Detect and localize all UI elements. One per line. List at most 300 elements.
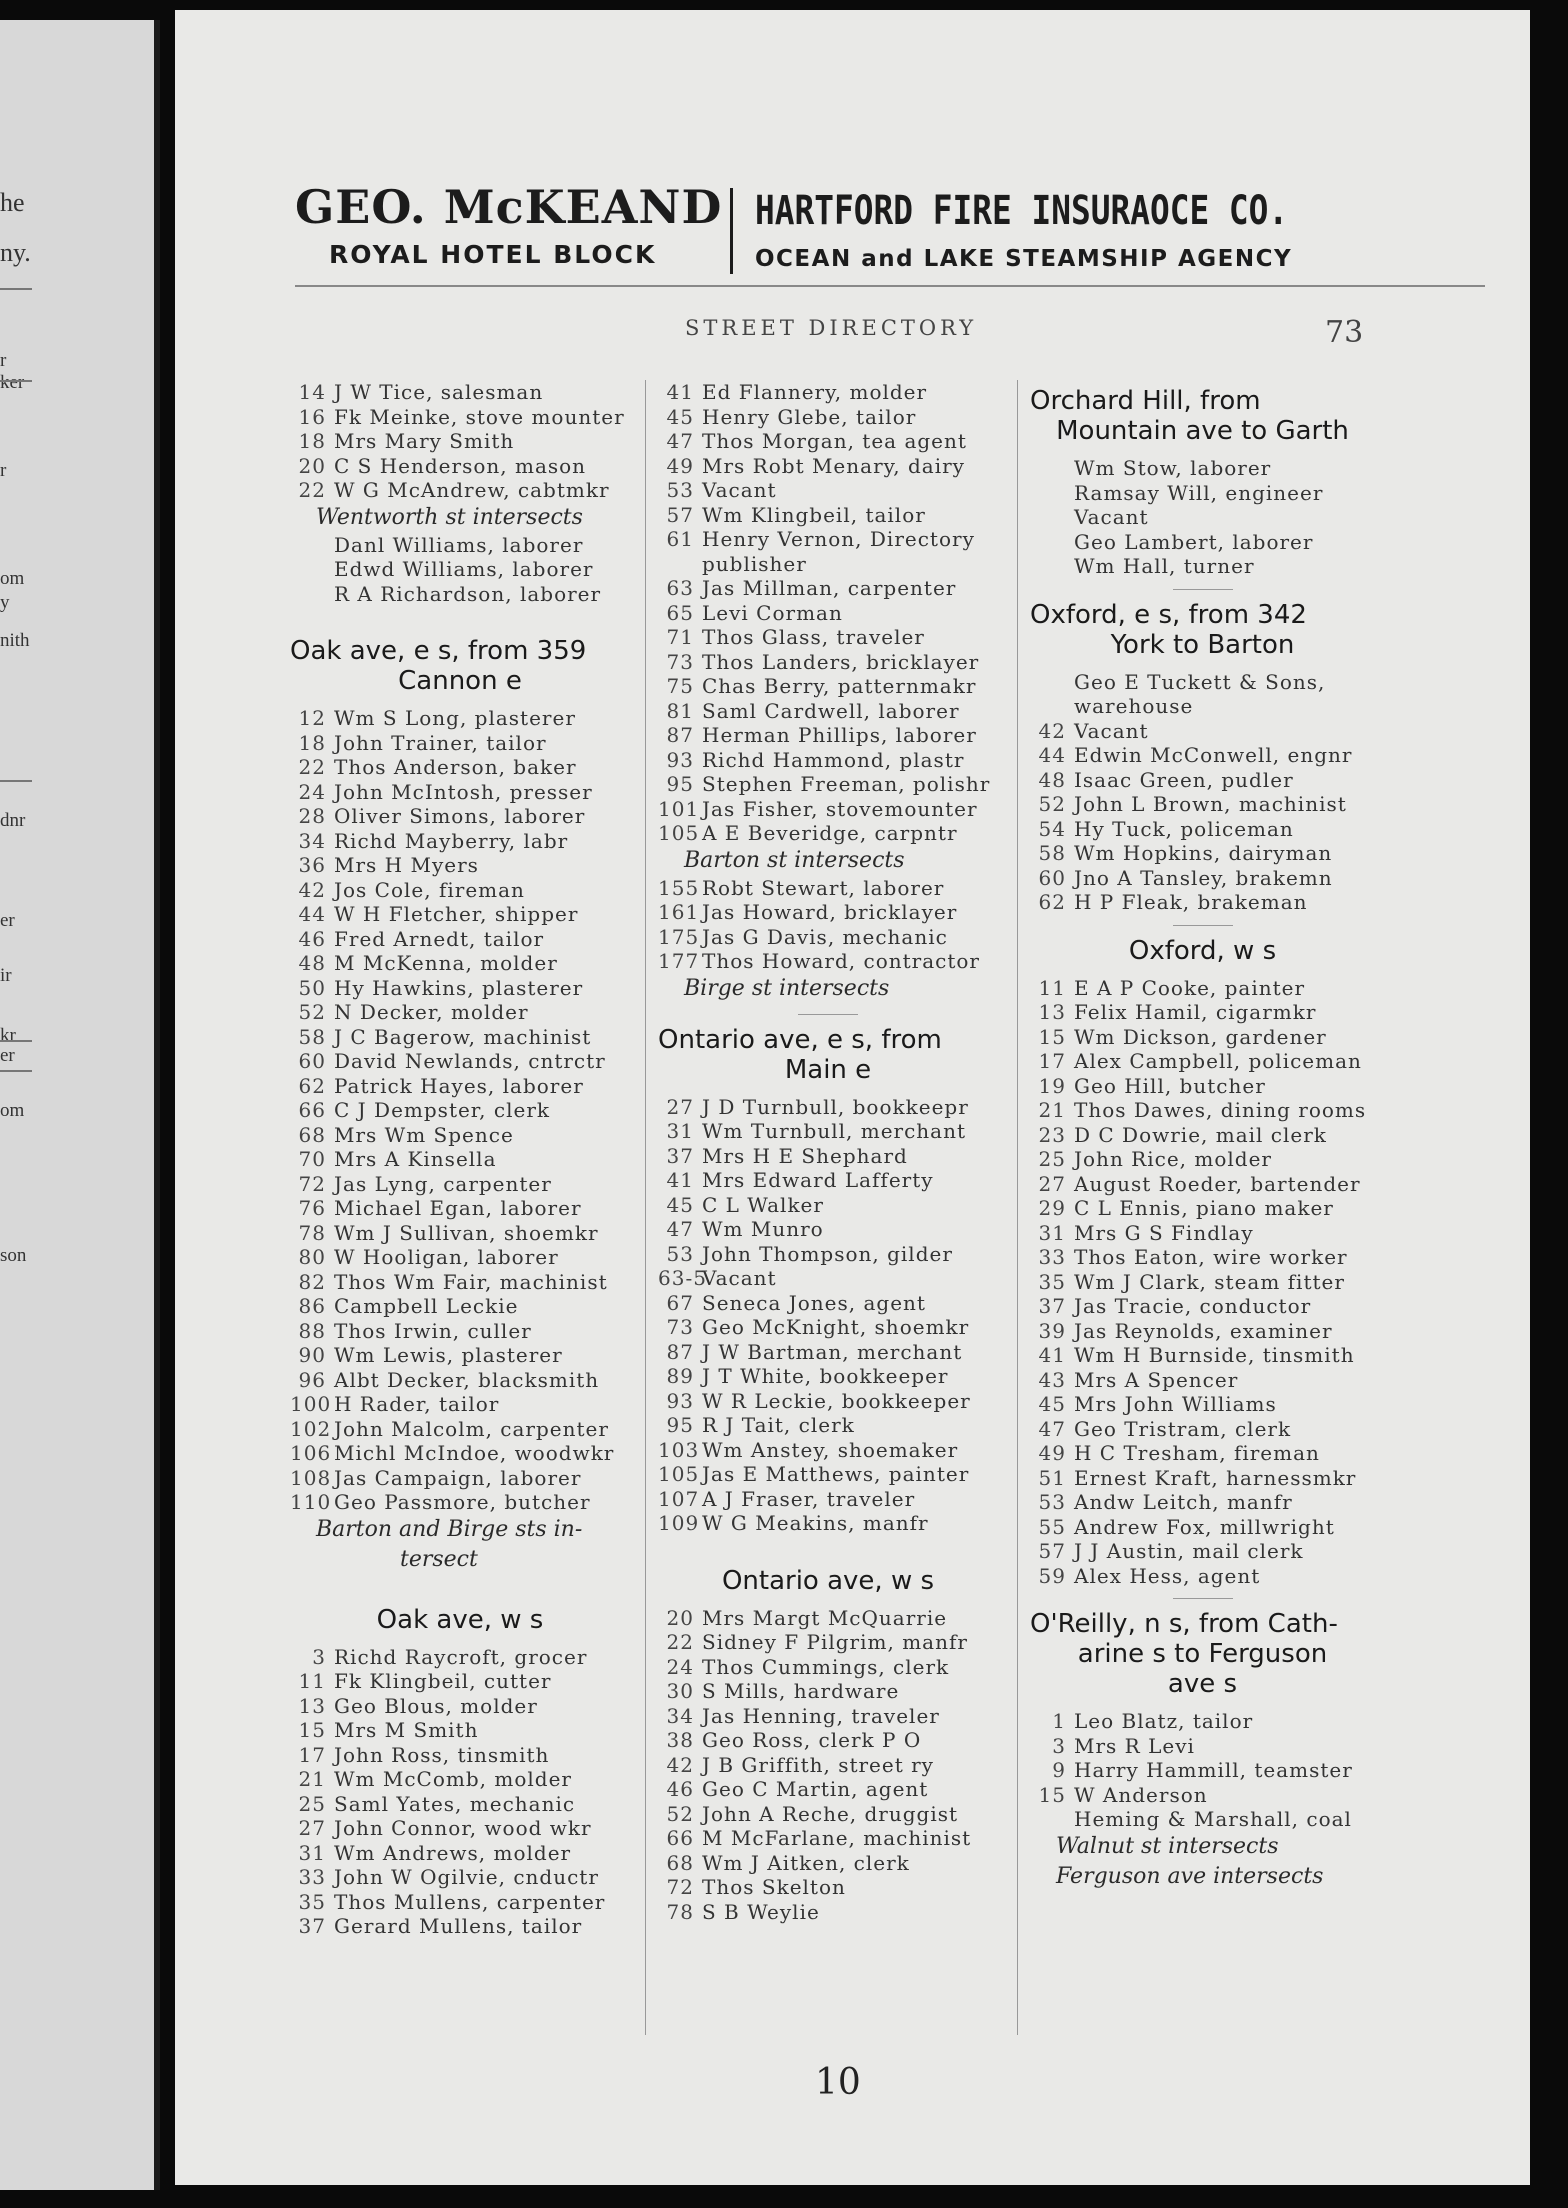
directory-entry <box>658 1095 998 1120</box>
directory-entry <box>658 1630 998 1655</box>
resident-name: Edwd Williams, laborer <box>334 557 594 581</box>
house-number <box>1030 554 1066 579</box>
house-number: 41 <box>666 380 694 404</box>
house-number: 15 <box>298 1718 326 1742</box>
directory-entry <box>658 1144 998 1169</box>
directory-entry <box>1030 530 1375 555</box>
resident-name: Richd Hammond, plastr <box>702 747 965 772</box>
street-heading-line: Oak ave, w s <box>376 1604 544 1635</box>
house-number: 37 <box>298 1914 326 1938</box>
directory-entry <box>1030 1049 1375 1074</box>
street-heading <box>290 1605 630 1635</box>
street-heading-line: Oak ave, e s, from 359 <box>290 636 587 666</box>
resident-name: Mrs Wm Spence <box>334 1122 514 1147</box>
street-heading-line: Ontario ave, e s, from <box>658 1024 942 1055</box>
directory-entry <box>658 925 998 950</box>
resident-name: Jas Lyng, carpenter <box>334 1171 552 1196</box>
house-number: 68 <box>666 1850 694 1875</box>
resident-name: H Rader, tailor <box>334 1392 500 1416</box>
house-number: 78 <box>666 1899 694 1924</box>
directory-entry <box>658 1802 998 1827</box>
resident-name: Wm Anstey, shoemaker <box>702 1437 959 1462</box>
house-number: 60 <box>298 1049 326 1073</box>
directory-entry <box>1030 456 1375 481</box>
resident-name: Robt Stewart, laborer <box>702 875 945 900</box>
house-number: 61 <box>666 527 694 551</box>
resident-name: Geo McKnight, shoemkr <box>702 1315 970 1339</box>
resident-name: Fk Meinke, stove mounter <box>334 404 625 429</box>
directory-entry <box>290 1196 630 1221</box>
directory-entry <box>290 1000 630 1025</box>
adjacent-page-fragment: om <box>0 1100 25 1121</box>
directory-entry <box>290 1792 630 1817</box>
brace-divider <box>730 188 738 274</box>
resident-name: Thos Mullens, carpenter <box>334 1889 606 1914</box>
directory-entry <box>290 706 630 731</box>
resident-name: Mrs Edward Lafferty <box>702 1168 934 1192</box>
directory-entry <box>290 1718 630 1743</box>
adjacent-page-rule <box>0 1040 32 1042</box>
resident-name: H P Fleak, brakeman <box>1074 890 1308 914</box>
directory-entry <box>290 1694 630 1719</box>
resident-name: M McFarlane, machinist <box>702 1826 972 1850</box>
directory-entry <box>658 1875 998 1900</box>
house-number: 58 <box>298 1024 326 1049</box>
house-number: 33 <box>298 1865 326 1889</box>
street-heading-line: ave s <box>1167 1669 1238 1699</box>
directory-entry <box>658 1679 998 1704</box>
resident-name: J W Tice, salesman <box>334 380 544 404</box>
directory-entry <box>658 772 998 797</box>
house-number: 22 <box>298 755 326 779</box>
directory-entry <box>290 1025 630 1050</box>
directory-entry <box>1030 1758 1375 1783</box>
resident-name: Thos Cummings, clerk <box>702 1654 950 1679</box>
directory-entry <box>290 1645 630 1670</box>
directory-entry <box>290 557 630 582</box>
adjacent-page-fragment: son <box>0 1245 27 1266</box>
directory-entry <box>658 1315 998 1340</box>
section-rule <box>1173 589 1233 590</box>
resident-name: Thos Wm Fair, machinist <box>334 1269 608 1294</box>
resident-name: Wm Hopkins, dairyman <box>1074 841 1333 865</box>
directory-entry <box>290 1221 630 1246</box>
house-number <box>1030 481 1066 506</box>
adjacent-page-rule <box>0 380 32 382</box>
street-heading <box>658 1025 998 1085</box>
directory-entry <box>1030 1734 1375 1759</box>
resident-name: A E Beveridge, carpntr <box>702 821 958 845</box>
directory-entry <box>1030 554 1375 579</box>
section-rule <box>798 1014 858 1015</box>
directory-entry <box>290 1074 630 1099</box>
directory-entry <box>1030 1123 1375 1148</box>
house-number: 44 <box>298 902 326 926</box>
directory-entry <box>1030 976 1375 1001</box>
resident-name: Ernest Kraft, harnessmkr <box>1074 1465 1357 1490</box>
resident-name: Jno A Tansley, brakemn <box>1074 865 1333 890</box>
house-number: 42 <box>1038 718 1066 743</box>
street-heading-line: Main e <box>784 1054 872 1085</box>
directory-entry <box>658 748 998 773</box>
house-number: 11 <box>298 1669 326 1693</box>
directory-entry <box>658 876 998 901</box>
resident-name: Wm H Burnside, tinsmith <box>1074 1343 1355 1367</box>
directory-entry <box>1030 1270 1375 1295</box>
house-number: 57 <box>1038 1539 1066 1563</box>
resident-name: C L Ennis, piano maker <box>1074 1196 1334 1220</box>
house-number: 19 <box>1038 1073 1066 1098</box>
resident-name: Harry Hammill, teamster <box>1074 1758 1353 1782</box>
adjacent-page-fragment: kr <box>0 1025 16 1046</box>
house-number: 93 <box>666 1388 694 1413</box>
advertiser-left-name: GEO. McKEAND <box>295 180 723 234</box>
resident-name: Wm J Sullivan, shoemkr <box>334 1220 599 1245</box>
resident-name: Saml Cardwell, laborer <box>702 698 960 723</box>
street-heading <box>290 636 630 696</box>
directory-entry <box>658 797 998 822</box>
directory-entry <box>290 976 630 1001</box>
house-number: 39 <box>1038 1318 1066 1343</box>
house-number: 20 <box>298 453 326 478</box>
directory-entry <box>290 1441 630 1466</box>
house-number: 54 <box>1038 816 1066 841</box>
resident-name: W R Leckie, bookkeeper <box>702 1388 971 1413</box>
resident-name: Wm Munro <box>702 1217 824 1241</box>
resident-name: Chas Berry, patternmakr <box>702 674 977 698</box>
directory-entry <box>658 821 998 846</box>
house-number: 16 <box>298 404 326 429</box>
resident-name: Wm J Aitken, clerk <box>702 1850 910 1875</box>
resident-name: J J Austin, mail clerk <box>1074 1539 1304 1563</box>
resident-name: Seneca Jones, agent <box>702 1290 926 1315</box>
house-number: 81 <box>666 698 694 723</box>
directory-entry <box>658 478 998 503</box>
resident-name: Geo Ross, clerk P O <box>702 1728 922 1752</box>
resident-name: John Connor, wood wkr <box>334 1816 592 1840</box>
house-number: 21 <box>1038 1098 1066 1122</box>
resident-name: Felix Hamil, cigarmkr <box>1074 1000 1317 1024</box>
resident-name: Jas Reynolds, examiner <box>1074 1318 1333 1343</box>
directory-entry <box>658 1266 998 1291</box>
directory-entry <box>658 1217 998 1242</box>
directory-entry <box>290 878 630 903</box>
resident-name: Henry Glebe, tailor <box>702 404 917 429</box>
resident-name: Wm S Long, plasterer <box>334 706 576 730</box>
resident-name: Hy Hawkins, plasterer <box>334 975 584 1000</box>
house-number: 28 <box>298 804 326 828</box>
page-number: 73 <box>1325 315 1364 350</box>
house-number: 31 <box>666 1119 694 1143</box>
resident-name: Geo Lambert, laborer <box>1074 529 1314 554</box>
resident-name: Geo Passmore, butcher <box>334 1490 591 1514</box>
resident-name: Levi Corman <box>702 600 843 625</box>
directory-entry <box>290 1466 630 1491</box>
house-number: 38 <box>666 1728 694 1752</box>
directory-entry <box>658 1340 998 1365</box>
resident-name: J T White, bookkeeper <box>702 1364 949 1388</box>
directory-entry <box>1030 719 1375 744</box>
resident-name: Andrew Fox, millwright <box>1074 1514 1335 1539</box>
adjacent-page-fragment: er <box>0 1045 15 1066</box>
resident-name: Patrick Hayes, laborer <box>334 1073 584 1098</box>
resident-name: Wm Hall, turner <box>1074 554 1255 578</box>
resident-name: Jas Howard, bricklayer <box>702 900 958 924</box>
directory-entry <box>658 1119 998 1144</box>
house-number: 59 <box>1038 1563 1066 1588</box>
adjacent-page-fragment: ir <box>0 965 12 986</box>
house-number: 33 <box>1038 1245 1066 1269</box>
directory-entry <box>658 650 998 675</box>
street-heading-line: Oxford, e s, from 342 <box>1030 599 1307 630</box>
house-number: 67 <box>666 1290 694 1315</box>
house-number: 78 <box>298 1220 326 1245</box>
resident-name: John W Ogilvie, cnductr <box>334 1865 599 1889</box>
section-rule <box>1173 925 1233 926</box>
section-gap <box>290 606 630 630</box>
resident-name: Andw Leitch, manfr <box>1074 1490 1293 1514</box>
house-number <box>290 582 326 607</box>
footer-number: 10 <box>815 2062 861 2103</box>
house-number: 41 <box>1038 1343 1066 1367</box>
house-number: 87 <box>666 723 694 747</box>
intersection-note: Birge st intersects <box>684 975 890 1001</box>
resident-name: Isaac Green, pudler <box>1074 767 1294 792</box>
house-number: 63 <box>666 576 694 600</box>
directory-entry <box>658 1851 998 1876</box>
directory-entry <box>1030 866 1375 891</box>
intersection-note: Walnut st intersects <box>1056 1833 1279 1859</box>
directory-entry <box>290 582 630 607</box>
resident-name: Jas Tracie, conductor <box>1074 1294 1312 1318</box>
resident-name: Geo Blous, molder <box>334 1693 538 1718</box>
resident-name: Richd Mayberry, labr <box>334 828 569 853</box>
house-number: 15 <box>1038 1782 1066 1807</box>
advertiser-right-sub: OCEAN and LAKE STEAMSHIP AGENCY <box>755 246 1293 272</box>
resident-name: E A P Cooke, painter <box>1074 975 1306 1000</box>
resident-name: R J Tait, clerk <box>702 1413 855 1437</box>
column-divider <box>645 380 646 2035</box>
intersection-note: Barton st intersects <box>684 847 905 873</box>
house-number: 25 <box>298 1791 326 1816</box>
resident-name: Thos Irwin, culler <box>334 1318 532 1343</box>
resident-name: Thos Landers, bricklayer <box>702 649 980 674</box>
resident-name: Alex Hess, agent <box>1074 1563 1261 1588</box>
house-number: 1 <box>1052 1709 1066 1733</box>
house-number: 46 <box>666 1777 694 1801</box>
intersection-note-continuation: tersect <box>400 1546 478 1572</box>
house-number: 24 <box>666 1654 694 1679</box>
resident-name: J D Turnbull, bookkeepr <box>702 1094 969 1119</box>
house-number: 20 <box>666 1605 694 1630</box>
resident-name: Edwin McConwell, engnr <box>1074 743 1353 767</box>
house-number: 90 <box>298 1343 326 1367</box>
directory-entry <box>1030 1196 1375 1221</box>
directory-entry <box>1030 1466 1375 1491</box>
resident-name: S Mills, hardware <box>702 1679 900 1703</box>
house-number: 96 <box>298 1367 326 1392</box>
house-number: 76 <box>298 1196 326 1220</box>
house-number: 44 <box>1038 743 1066 767</box>
directory-entry <box>658 1704 998 1729</box>
adjacent-page-sliver <box>0 20 160 2190</box>
house-number: 93 <box>666 747 694 772</box>
resident-name: Mrs G S Findlay <box>1074 1220 1254 1245</box>
directory-entry <box>1030 1539 1375 1564</box>
resident-name: Mrs A Kinsella <box>334 1147 497 1171</box>
house-number: 107 <box>658 1486 700 1511</box>
house-number: 17 <box>1038 1049 1066 1073</box>
directory-entry <box>290 780 630 805</box>
directory-entry <box>290 380 630 405</box>
resident-name: Michael Egan, laborer <box>334 1196 582 1220</box>
directory-entry <box>290 1669 630 1694</box>
resident-name: Gerard Mullens, tailor <box>334 1914 583 1938</box>
directory-entry <box>658 1900 998 1925</box>
street-heading <box>658 1566 998 1596</box>
resident-name: Mrs H Myers <box>334 853 479 877</box>
house-number: 175 <box>658 924 700 949</box>
house-number: 48 <box>1038 767 1066 792</box>
resident-name: Thos Anderson, baker <box>334 755 577 779</box>
directory-entry <box>658 527 998 552</box>
house-number: 89 <box>666 1364 694 1388</box>
house-number <box>290 533 326 558</box>
directory-entry <box>1030 1709 1375 1734</box>
resident-name: Herman Phillips, laborer <box>702 723 977 747</box>
street-heading-line: Cannon e <box>398 666 522 696</box>
directory-entry <box>290 1914 630 1939</box>
directory-entry <box>1030 768 1375 793</box>
directory-entry <box>658 429 998 454</box>
directory-entry <box>658 723 998 748</box>
house-number: 72 <box>298 1171 326 1196</box>
street-heading-line: Oxford, w s <box>1128 935 1277 966</box>
street-heading-line: Ontario ave, w s <box>721 1565 935 1596</box>
resident-name: John Thompson, gilder <box>702 1241 953 1266</box>
column-2 <box>658 380 998 1924</box>
house-number: 41 <box>666 1168 694 1192</box>
directory-entry <box>1030 1074 1375 1099</box>
resident-name: R A Richardson, laborer <box>334 581 602 606</box>
directory-entry <box>658 1606 998 1631</box>
house-number <box>1030 456 1066 481</box>
house-number: 42 <box>666 1752 694 1777</box>
directory-entry <box>1030 1000 1375 1025</box>
resident-name: N Decker, molder <box>334 1000 529 1024</box>
house-number: 65 <box>666 600 694 625</box>
adjacent-page-fragment: om <box>0 568 25 589</box>
directory-entry <box>658 380 998 405</box>
house-number: 88 <box>298 1318 326 1343</box>
directory-entry <box>1030 1025 1375 1050</box>
house-number: 9 <box>1052 1758 1066 1782</box>
directory-entry-continuation: warehouse <box>1074 694 1194 718</box>
adjacent-page-rule <box>0 288 32 290</box>
house-number: 24 <box>298 779 326 804</box>
resident-name: Danl Williams, laborer <box>334 532 584 557</box>
directory-entry <box>290 1865 630 1890</box>
house-number: 52 <box>1038 792 1066 816</box>
directory-entry <box>290 1767 630 1792</box>
house-number: 45 <box>1038 1392 1066 1416</box>
house-number: 27 <box>666 1094 694 1119</box>
house-number: 37 <box>1038 1294 1066 1318</box>
directory-entry <box>658 503 998 528</box>
section-gap <box>658 1536 998 1560</box>
directory-entry <box>658 1364 998 1389</box>
street-heading <box>1030 600 1375 660</box>
house-number: 100 <box>290 1392 332 1416</box>
house-number: 63-5 <box>658 1266 707 1290</box>
resident-name: Ed Flannery, molder <box>702 380 928 404</box>
resident-name: Sidney F Pilgrim, manfr <box>702 1630 968 1654</box>
directory-entry <box>1030 1490 1375 1515</box>
resident-name: John A Reche, druggist <box>702 1801 959 1826</box>
resident-name: Vacant <box>1074 718 1149 743</box>
directory-entry <box>1030 1319 1375 1344</box>
resident-name: John McIntosh, presser <box>334 779 593 804</box>
column-3 <box>1030 380 1375 1892</box>
resident-name: Wm Stow, laborer <box>1074 456 1272 480</box>
house-number: 71 <box>666 625 694 649</box>
house-number <box>1030 670 1066 695</box>
directory-entry <box>290 755 630 780</box>
house-number: 35 <box>1038 1269 1066 1294</box>
house-number: 102 <box>290 1416 332 1441</box>
house-number: 47 <box>666 1217 694 1241</box>
directory-entry <box>290 1417 630 1442</box>
directory-entry <box>1030 743 1375 768</box>
street-heading-line: O'Reilly, n s, from Cath- <box>1030 1609 1338 1639</box>
house-number: 109 <box>658 1511 700 1535</box>
street-heading-line: Mountain ave to Garth <box>1056 416 1349 446</box>
resident-name: S B Weylie <box>702 1899 820 1924</box>
header-rule <box>295 285 1485 287</box>
house-number: 47 <box>666 429 694 453</box>
directory-entry <box>658 1728 998 1753</box>
resident-name: Thos Howard, contractor <box>702 949 980 973</box>
house-number: 36 <box>298 853 326 877</box>
house-number: 23 <box>1038 1122 1066 1147</box>
adjacent-page-fragment: ker <box>0 372 25 393</box>
resident-name: Thos Skelton <box>702 1875 846 1899</box>
directory-entry <box>290 804 630 829</box>
directory-entry <box>290 1245 630 1270</box>
directory-entry <box>658 601 998 626</box>
resident-name: A J Fraser, traveler <box>702 1486 916 1511</box>
resident-name: Wm J Clark, steam fitter <box>1074 1269 1345 1294</box>
directory-entry <box>1030 1783 1375 1808</box>
resident-name: H C Tresham, fireman <box>1074 1441 1320 1465</box>
house-number: 27 <box>1038 1171 1066 1196</box>
resident-name: John Ross, tinsmith <box>334 1742 550 1767</box>
directory-entry <box>290 1147 630 1172</box>
resident-name: Thos Dawes, dining rooms <box>1074 1098 1367 1122</box>
directory-entry <box>1030 817 1375 842</box>
resident-name: C L Walker <box>702 1192 824 1217</box>
directory-entry <box>658 576 998 601</box>
house-number: 22 <box>298 478 326 502</box>
resident-name: John L Brown, machinist <box>1074 792 1347 816</box>
house-number: 12 <box>298 706 326 730</box>
house-number: 73 <box>666 1315 694 1339</box>
adjacent-page-fragment: nith <box>0 630 30 651</box>
directory-entry <box>290 1392 630 1417</box>
resident-name: John Malcolm, carpenter <box>334 1416 609 1441</box>
directory-entry <box>658 1413 998 1438</box>
resident-name: M McKenna, molder <box>334 951 558 975</box>
